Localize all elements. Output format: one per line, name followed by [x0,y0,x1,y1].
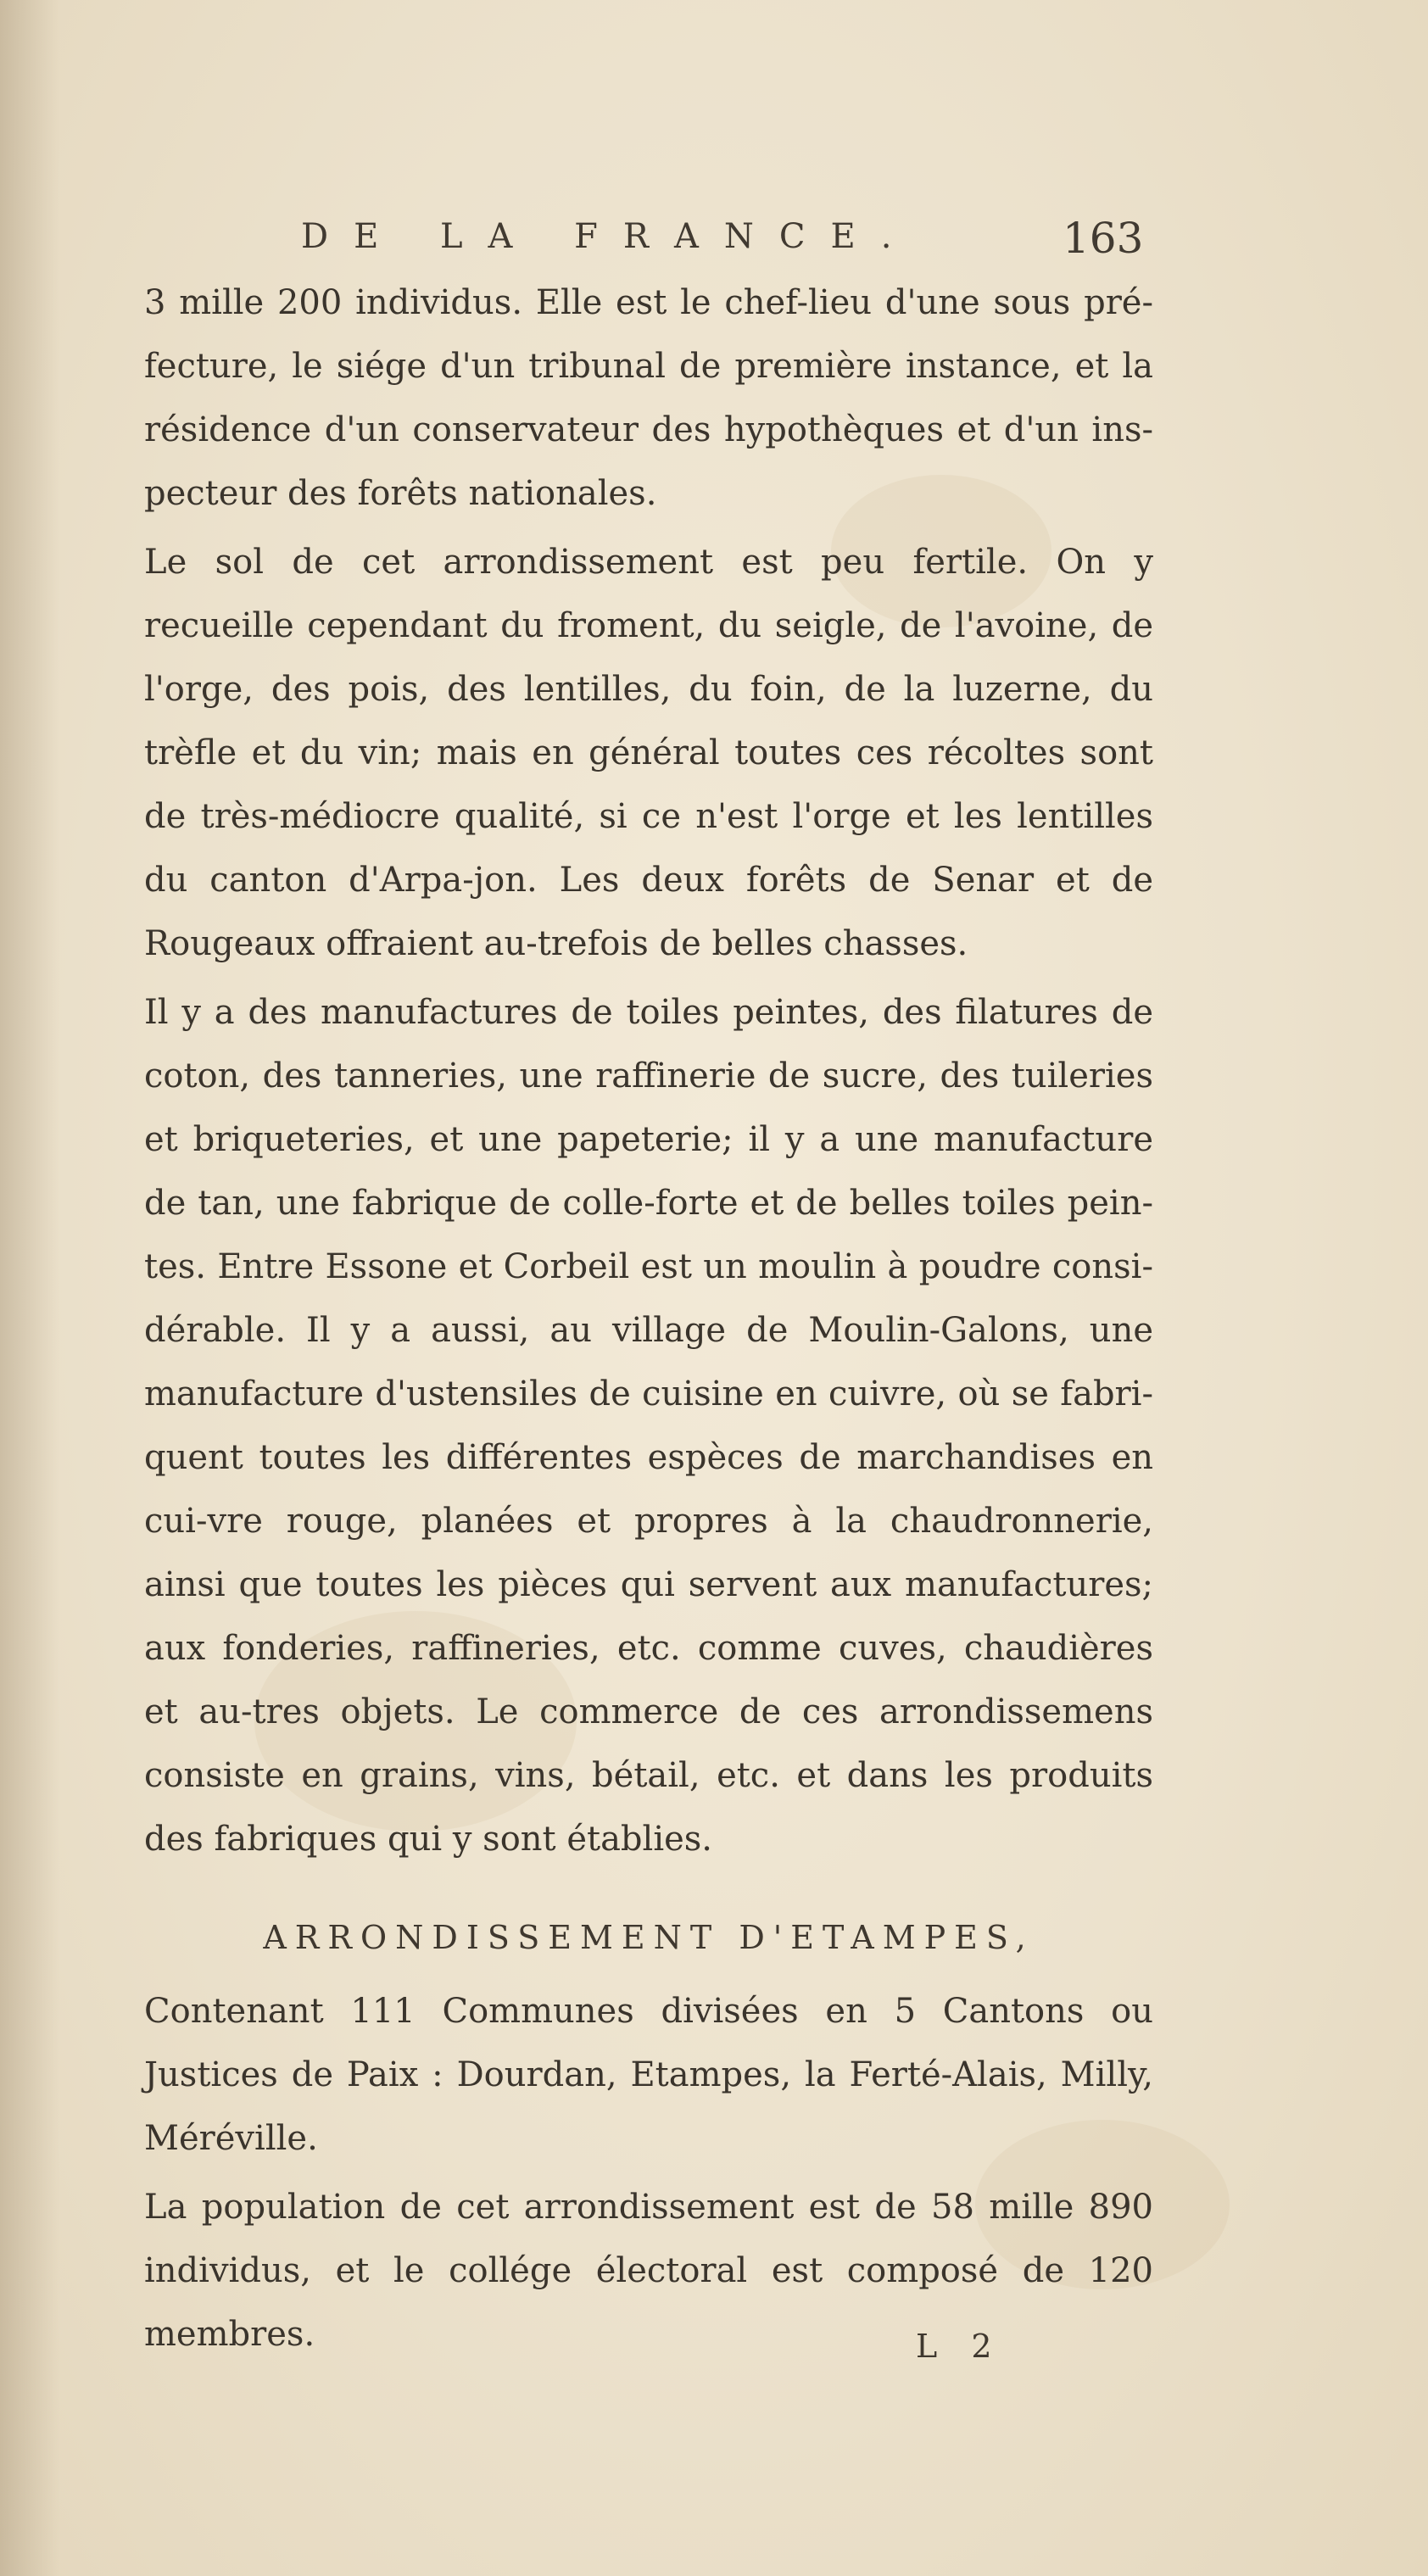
paragraph: Il y a des manufactures de toiles peintes, des filatures de coton, des tanneries, une raffinerie de sucre, des tuileries et briqueteries, et une papeterie; il y a une manufacture de tan, une fabrique de colle-forte et de belles toiles pein-tes. Entre Essone et Corbeil est un moulin à poudre consi-dérable. Il y a aussi, au village de Moulin-Galons, une manufacture d'ustensiles de cuisine en cuivre, où se fabri-quent toutes les différentes espèces de marchandises en cui-vre rouge, planées et propres à la chaudronnerie, ainsi que toutes les pièces qui servent aux manufactures; aux fonderies, raffineries, etc. comme cuves, chaudières et au-tres objets. Le commerce de ces arrondissemens consiste en grains, vins, bétail, etc. et dans les produits des fabriques qui y sont établies. [144,993,1153,1859]
signature-mark: L 2 [916,2328,1004,2365]
paragraph: 3 mille 200 individus. Elle est le chef-lieu d'une sous pré-fecture, le siége d'un tribunal de première instance, et la résidence d'un conservateur des hypothèques et d'un ins-pecteur des forêts nationales. [144,283,1153,513]
spine-shadow [0,0,59,2576]
running-title: DE LA FRANCE. [301,217,918,256]
paragraph: Le sol de cet arrondissement est peu fertile. On y recueille cependant du froment, du seigle, de l'avoine, de l'orge, des pois, des lentilles, du foin, de la luzerne, du trèfle et du vin; mais en général toutes ces récoltes sont de très-médiocre qualité, si ce n'est l'orge et les lentilles du canton d'Arpa-jon. Les deux forêts de Senar et de Rougeaux offraient au-trefois de belles chasses. [144,543,1153,963]
paragraph: Contenant 111 Communes divisées en 5 Cantons ou Justices de Paix : Dourdan, Etampes, la Ferté-Alais, Milly, Méréville. [144,1992,1153,2158]
paragraph: La population de cet arrondissement est de 58 mille 890 individus, et le collége électoral est composé de 120 membres. [144,2188,1153,2354]
main-text [144,271,1153,2367]
section-heading: ARRONDISSEMENT D'ETAMPES, [263,1919,1035,1956]
page-number: 163 [1063,214,1144,263]
